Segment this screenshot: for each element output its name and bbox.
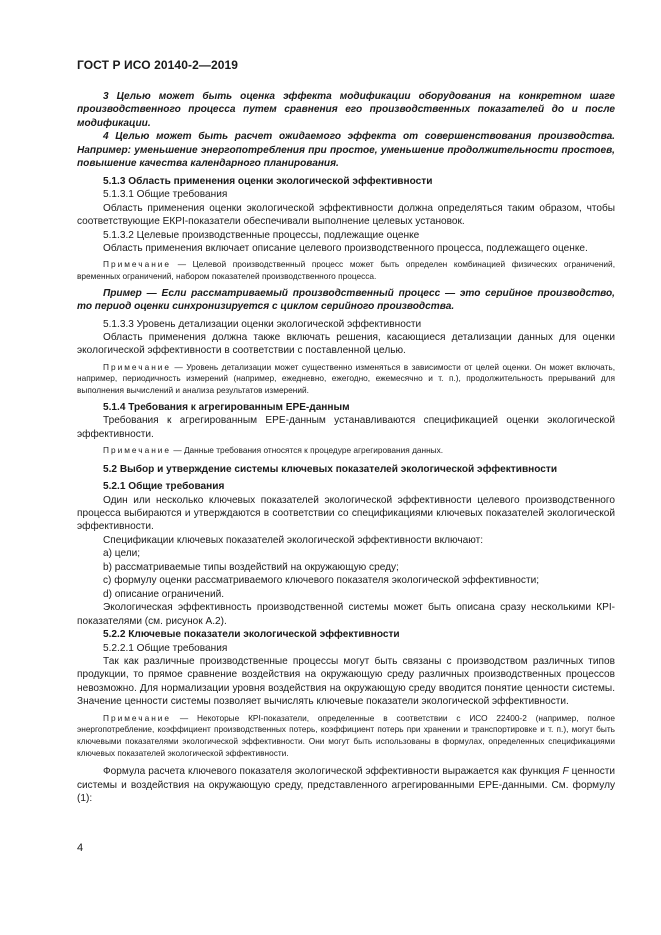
- formula-paragraph: [77, 765, 615, 805]
- note-paragraph: [77, 445, 615, 457]
- note-label: Примечание: [103, 712, 172, 723]
- formula-text-end: ценности системы и воздействия на окружающую среду, представленного агрегированными ЕРЕ-данными. См. формулу (1):: [77, 766, 616, 805]
- paragraph: Область применения оценки экологической эффективности должна определяться таким образом, чтобы соответствующие ЕКРI-показатели обеспечивали выполнение целевых установок.: [77, 202, 615, 228]
- subsection-heading-5-2-2-1: 5.2.2.1 Общие требования: [103, 642, 228, 654]
- function-symbol: F: [562, 766, 569, 778]
- paragraph: Область применения включает описание целевого производственного процесса, подлежащего оценке.: [103, 242, 588, 254]
- note-paragraph: [77, 362, 615, 397]
- note-label: Примечание: [103, 259, 172, 270]
- section-heading-5-2-2: 5.2.2 Ключевые показатели экологической эффективности: [103, 629, 400, 641]
- formula-text: Формула расчета ключевого показателя экологической эффективности выражается как функция: [103, 766, 563, 778]
- subsection-heading-5-1-3-2: 5.1.3.2 Целевые производственные процессы, подлежащие оценке: [103, 229, 420, 241]
- goal-note-4: 4 Целью может быть расчет ожидаемого эффекта от совершенствования производства. Например: уменьшение энергопотребления при простое, уменьшение продолжительности простоев, повышение качества календарного планирования.: [77, 131, 615, 170]
- page-content: [77, 90, 615, 806]
- paragraph: Так как различные производственные процессы могут быть связаны с производством различных типов продукции, то прямое сравнение воздействия на окружающую среду различных производственных процессов невозможно. Для нормализации уровня воздействия на окружающую среду вводится понятие ценности системы. Значение ценности системы позволяет вычислять ключевые показатели экологической эффективности.: [77, 655, 615, 708]
- note-label: Примечание: [103, 445, 172, 456]
- subsection-heading-5-1-3-1: 5.1.3.1 Общие требования: [103, 189, 228, 201]
- example-paragraph: Пример — Если рассматриваемый производственный процесс — это серийное производство, то период оценки синхронизируется с циклом серийного производства.: [77, 287, 615, 313]
- section-heading-5-2-1: 5.2.1 Общие требования: [103, 481, 225, 493]
- paragraph: Экологическая эффективность производственной системы может быть описана сразу несколькими КРI-показателями (см. рисунок А.2).: [77, 602, 615, 627]
- subsection-heading-5-1-3-3: 5.1.3.3 Уровень детализации оценки экологической эффективности: [103, 318, 422, 330]
- note-text: — Уровень детализации может существенно изменяться в зависимости от целей оценки. Он может включать, например, периодичность измерений (например, ежедневно, ежегодно, ежемесячно и т. п.), продолжительность прерываний для выполнения вычислений и анализа результатов измерений.: [77, 361, 615, 396]
- note-text: — Некоторые КРI-показатели, определенные в соответствии с ИСО 22400-2 (например, полное энергопотребление, коэффициент производственных потерь, коэффициент потерь при хранении и транспортировке и т. п.), могут быть ключевыми показателями экологической эффективности. Они могут быть использованы в формулах, определенных спецификациями ключевых показателей экологической эффективности.: [77, 712, 615, 758]
- note-paragraph: [77, 259, 615, 282]
- paragraph: Один или несколько ключевых показателей экологической эффективности целевого производственного процесса выбираются и утверждаются в соответствии со спецификациями ключевых показателей экологической эффективности.: [77, 494, 615, 533]
- note-text: — Целевой производственный процесс может быть определен комбинацией физических ограничений, временных ограничений, набором показателей производственного процесса.: [77, 259, 615, 282]
- paragraph: Спецификации ключевых показателей экологической эффективности включают:: [103, 534, 484, 546]
- list-item: c) формулу оценки рассматриваемого ключевого показателя экологической эффективности;: [103, 575, 540, 587]
- section-heading-5-2: 5.2 Выбор и утверждение системы ключевых показателей экологической эффективности: [103, 463, 558, 475]
- list-item: d) описание ограничений.: [103, 588, 225, 600]
- note-paragraph: [77, 713, 615, 759]
- list-item: b) рассматриваемые типы воздействий на окружающую среду;: [103, 561, 399, 573]
- list-item: a) цели;: [103, 548, 141, 560]
- note-label: Примечание: [103, 361, 172, 372]
- section-heading-5-1-4: 5.1.4 Требования к агрегированным ЕРЕ-данным: [103, 401, 350, 413]
- paragraph: Область применения должна также включать решения, касающиеся детализации данных для оценки экологической эффективности в соответствии с поставленной целью.: [77, 331, 615, 357]
- paragraph: Требования к агрегированным ЕРЕ-данным устанавливаются спецификацией оценки экологической эффективности.: [77, 415, 615, 440]
- note-text: — Данные требования относятся к процедуре агрегирования данных.: [171, 445, 444, 456]
- page-number: 4: [77, 842, 84, 854]
- section-heading-5-1-3: 5.1.3 Область применения оценки экологической эффективности: [103, 175, 433, 187]
- goal-note-3: 3 Целью может быть оценка эффекта модификации оборудования на конкретном шаге производственного процесса путем сравнения его производственных показателей до и после модификации.: [77, 91, 615, 129]
- page-header-title: ГОСТ Р ИСО 20140-2—2019: [77, 58, 239, 72]
